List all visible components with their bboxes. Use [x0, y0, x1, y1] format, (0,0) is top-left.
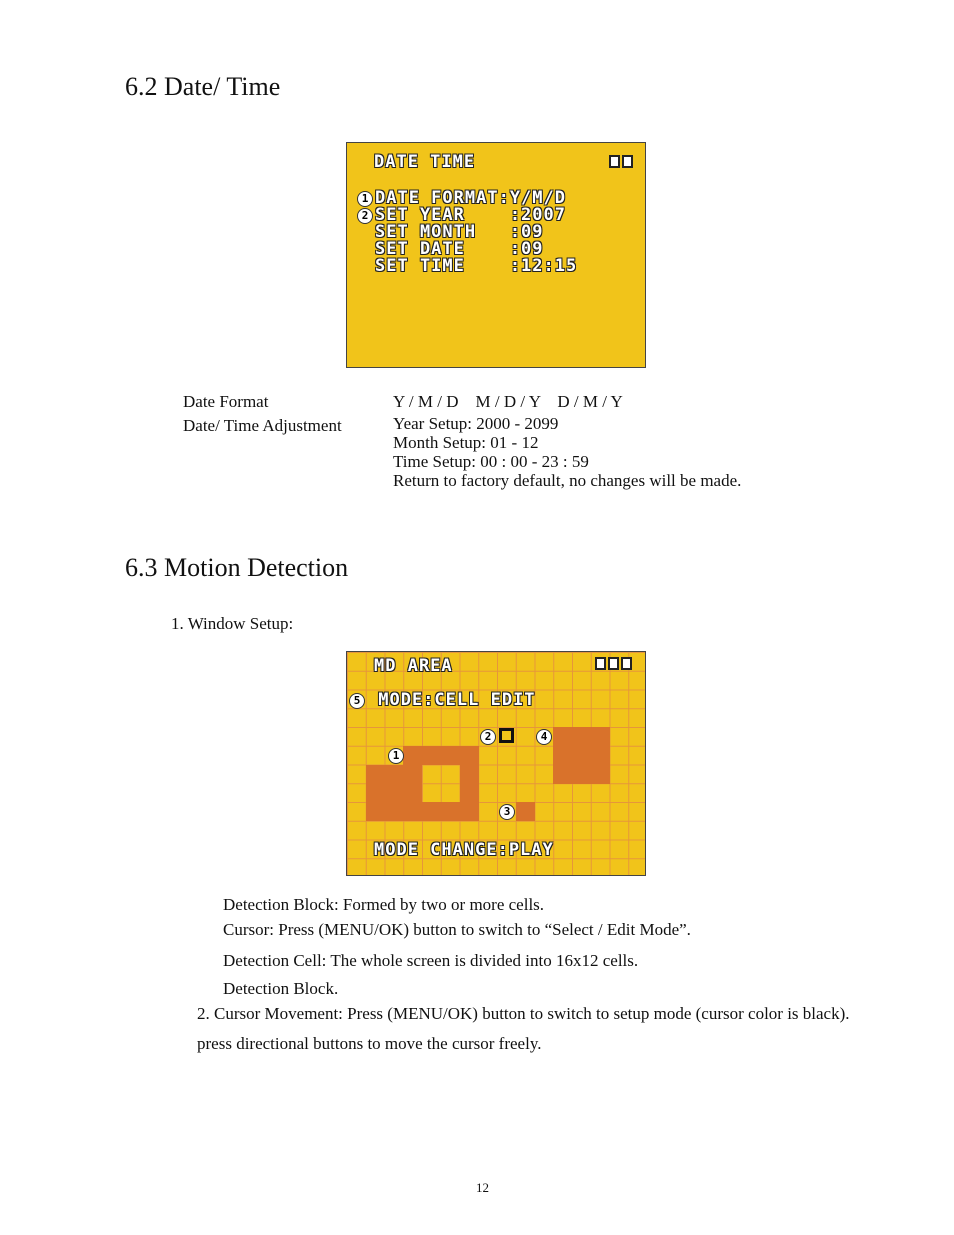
osd-line-date-format: 1 DATE FORMAT:Y/M/D [357, 189, 566, 207]
detection-cell[interactable] [366, 765, 385, 784]
detection-cell[interactable] [422, 746, 441, 765]
note-detection-block-2: Detection Block. [223, 979, 339, 998]
detection-cell[interactable] [385, 765, 404, 784]
box-icon [608, 657, 619, 670]
section-heading-date-time: 6.2 Date/ Time [125, 72, 281, 101]
row-value-time-setup: Time Setup: 00 : 00 - 23 : 59 [393, 452, 589, 471]
row-value-month-setup: Month Setup: 01 - 12 [393, 433, 539, 452]
detection-cell[interactable] [460, 802, 479, 821]
box-icon [609, 155, 620, 168]
note-cursor: Cursor: Press (MENU/OK) button to switch to “Select / Edit Mode”. [223, 920, 691, 939]
row-value-date-format: Y / M / D M / D / Y D / M / Y [393, 392, 623, 411]
marker-5-icon: 5 [349, 693, 365, 709]
detection-cell[interactable] [516, 802, 535, 821]
detection-cell[interactable] [422, 802, 441, 821]
detection-cell[interactable] [572, 765, 591, 784]
detection-cell[interactable] [591, 765, 610, 784]
osd-title: MD AREA [374, 656, 453, 676]
detection-cell[interactable] [460, 783, 479, 802]
note-detection-cell: Detection Cell: The whole screen is divided into 16x12 cells. [223, 951, 639, 970]
marker-2-icon: 2 [357, 208, 373, 224]
detection-cell[interactable] [385, 802, 404, 821]
detection-cell[interactable] [403, 746, 422, 765]
osd-line-set-month: SET MONTH :09 [375, 222, 544, 242]
detection-cell[interactable] [385, 783, 404, 802]
detection-cell[interactable] [591, 727, 610, 746]
detection-cell[interactable] [460, 765, 479, 784]
osd-title: DATE TIME [374, 152, 476, 172]
date-time-osd-screen [346, 142, 646, 368]
osd-line-set-date: SET DATE :09 [375, 239, 544, 259]
row-value-factory-default: Return to factory default, no changes will be made. [393, 471, 742, 490]
marker-1-icon: 1 [357, 191, 373, 207]
marker-3-icon: 3 [499, 804, 515, 820]
detection-cell[interactable] [572, 746, 591, 765]
detection-cell[interactable] [553, 746, 572, 765]
osd-footer: MODE CHANGE:PLAY [374, 840, 554, 860]
marker-1-icon: 1 [388, 748, 404, 764]
step-cursor-movement-cont: press directional buttons to move the cursor freely. [197, 1034, 542, 1053]
detection-cell[interactable] [572, 727, 591, 746]
marker-2-icon: 2 [480, 729, 496, 745]
note-detection-block: Detection Block: Formed by two or more cells. [223, 895, 545, 914]
detection-cell[interactable] [441, 746, 460, 765]
box-icon [595, 657, 606, 670]
box-icon [621, 657, 632, 670]
detection-cell[interactable] [591, 746, 610, 765]
step-cursor-movement: 2. Cursor Movement: Press (MENU/OK) button to switch to setup mode (cursor color is black). [197, 1004, 850, 1023]
osd-line-set-year: 2 SET YEAR :2007 [357, 206, 566, 224]
detection-cell[interactable] [553, 765, 572, 784]
detection-cell[interactable] [366, 783, 385, 802]
detection-cell[interactable] [366, 802, 385, 821]
detection-cell[interactable] [403, 765, 422, 784]
row-label-date-format: Date Format [183, 392, 269, 411]
md-area-osd-screen [346, 651, 646, 876]
md-cursor[interactable] [499, 728, 514, 743]
detection-cell[interactable] [460, 746, 479, 765]
page-number: 12 [476, 1180, 489, 1195]
row-value-year-setup: Year Setup: 2000 - 2099 [393, 414, 559, 433]
detection-cell[interactable] [441, 802, 460, 821]
detection-cell[interactable] [403, 802, 422, 821]
section-heading-motion-detection: 6.3 Motion Detection [125, 553, 349, 582]
detection-cell[interactable] [553, 727, 572, 746]
row-label-date-time-adjustment: Date/ Time Adjustment [183, 416, 342, 435]
marker-4-icon: 4 [536, 729, 552, 745]
step-window-setup: 1. Window Setup: [171, 614, 294, 633]
detection-cell[interactable] [403, 783, 422, 802]
osd-mode-line: 5 MODE:CELL EDIT [349, 691, 536, 709]
box-icon [622, 155, 633, 168]
osd-line-set-time: SET TIME :12:15 [375, 256, 578, 276]
